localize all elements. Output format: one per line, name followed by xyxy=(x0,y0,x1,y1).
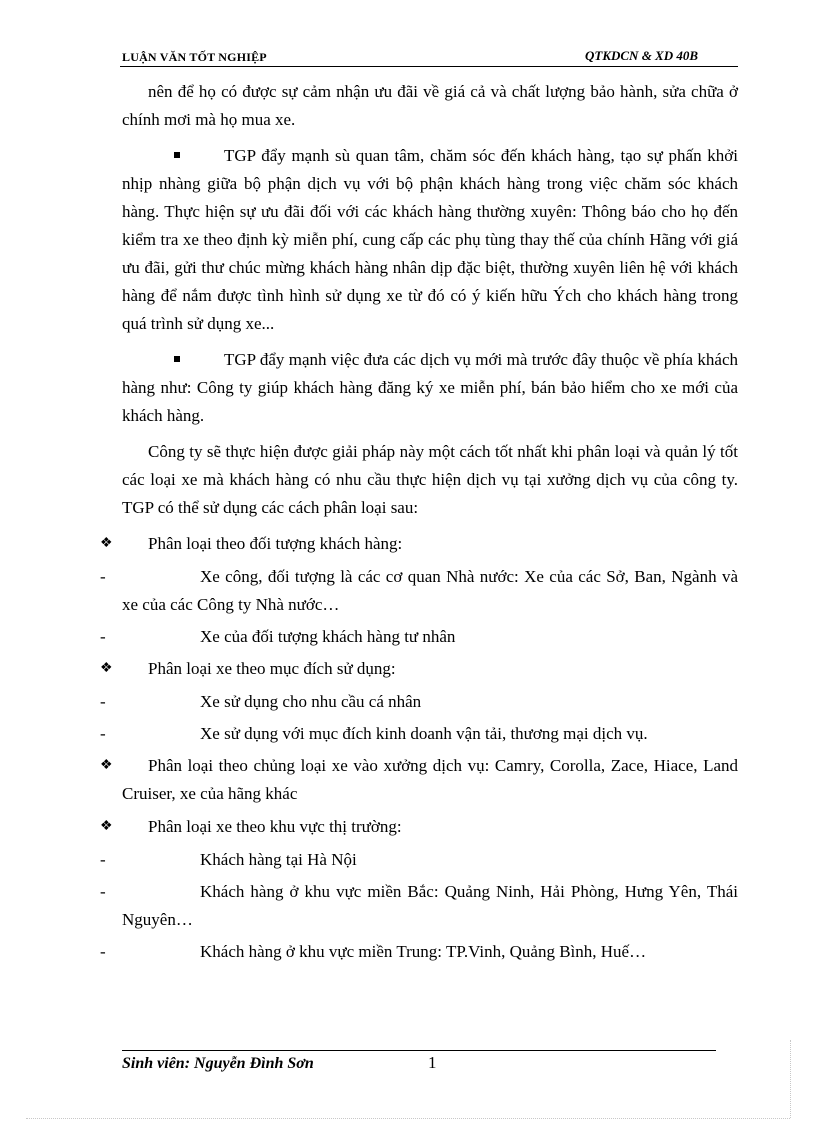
diamond-bullet-icon: ❖ xyxy=(100,758,113,773)
group-title: Phân loại theo đối tượng khách hàng: xyxy=(148,534,403,553)
dash-bullet: - xyxy=(100,627,106,646)
group-title: Phân loại theo chủng loại xe vào xưởng dịch vụ: Camry, Corolla, Zace, Hiace, Land Cruiser, xe của hãng khác xyxy=(122,756,738,803)
list-item xyxy=(100,938,738,966)
group-title: Phân loại xe theo mục đích sử dụng: xyxy=(148,659,396,678)
list-item-text: Xe sử dụng với mục đích kinh doanh vận tải, thương mại dịch vụ. xyxy=(200,724,648,743)
dash-bullet: - xyxy=(100,724,106,743)
square-bullet-icon xyxy=(174,346,224,374)
group-title: Phân loại xe theo khu vực thị trường: xyxy=(148,817,402,836)
list-item xyxy=(100,688,738,716)
dash-bullet: - xyxy=(100,692,106,711)
list-item xyxy=(100,563,738,619)
diamond-bullet-icon: ❖ xyxy=(100,819,113,834)
page-edge-guide xyxy=(26,1118,790,1119)
group-vehicle-model xyxy=(100,752,738,808)
footer-student-name: Sinh viên: Nguyễn Đình Sơn xyxy=(122,1055,314,1072)
list-item xyxy=(100,720,738,748)
dash-bullet: - xyxy=(100,882,106,901)
list-item xyxy=(100,623,738,651)
dash-bullet: - xyxy=(100,942,106,961)
header-rule xyxy=(120,66,738,67)
list-item xyxy=(100,878,738,934)
paragraph-intro: nên để họ có được sự cảm nhận ưu đãi về giá cả và chất lượng bảo hành, sửa chữa ở chính mơi mà họ mua xe. xyxy=(122,82,738,129)
square-bullet-icon xyxy=(174,142,224,170)
list-item-text: Khách hàng tại Hà Nội xyxy=(200,850,357,869)
bullet-text-services: TGP đẩy mạnh việc đưa các dịch vụ mới mà trước đây thuộc về phía khách hàng như: Công ty giúp khách hàng đăng ký xe miễn phí, bán bảo hiểm cho xe mới của khách hàng. xyxy=(122,350,738,425)
bullet-paragraph-services xyxy=(122,346,738,430)
bullet-paragraph-care xyxy=(122,142,738,338)
list-item-text: Xe sử dụng cho nhu cầu cá nhân xyxy=(200,692,422,711)
footer-rule xyxy=(122,1050,716,1051)
dash-bullet: - xyxy=(100,850,106,869)
list-item-text: Khách hàng ở khu vực miền Trung: TP.Vinh, Quảng Bình, Huế… xyxy=(200,942,647,961)
list-item-text: Khách hàng ở khu vực miền Bắc: Quảng Ninh, Hải Phòng, Hưng Yên, Thái Nguyên… xyxy=(122,882,738,929)
group-usage-purpose xyxy=(100,655,738,683)
diamond-bullet-icon: ❖ xyxy=(100,536,113,551)
group-market-region xyxy=(100,813,738,841)
diamond-bullet-icon: ❖ xyxy=(100,661,113,676)
list-item-text: Xe công, đối tượng là các cơ quan Nhà nước: Xe của các Sở, Ban, Ngành và xe của các Công ty Nhà nước… xyxy=(122,567,738,614)
page-edge-guide xyxy=(790,1040,791,1118)
header-left-title: LUẬN VĂN TỐT NGHIỆP xyxy=(122,50,267,64)
list-item xyxy=(100,846,738,874)
group-customer-type xyxy=(100,530,738,558)
paragraph-classification: Công ty sẽ thực hiện được giải pháp này một cách tốt nhất khi phân loại và quản lý tốt các loại xe mà khách hàng có nhu cầu thực hiện dịch vụ tại xưởng dịch vụ của công ty. TGP có thể sử dụng các cách phân loại sau: xyxy=(122,442,738,517)
document-body xyxy=(100,78,738,970)
list-item-text: Xe của đối tượng khách hàng tư nhân xyxy=(200,627,456,646)
page-number: 1 xyxy=(428,1053,437,1072)
bullet-text-care: TGP đẩy mạnh sù quan tâm, chăm sóc đến khách hàng, tạo sự phấn khởi nhịp nhàng giữa bộ phận dịch vụ với bộ phận khách hàng trong việc chăm sóc khách hàng. Thực hiện sự ưu đãi đối với các khách hàng thường xuyên: Thông báo cho họ đến kiểm tra xe theo định kỳ miễn phí, cung cấp các phụ tùng thay thế của chính Hãng với giá ưu đãi, gửi thư chúc mừng khách hàng nhân dịp đặc biệt, thường xuyên liên hệ với khách hàng để nắm được tình hình sử dụng xe từ đó có ý kiến hữu Ých cho khách hàng trong quá trình sử dụng xe... xyxy=(122,146,738,333)
header-right-code: QTKDCN & XD 40B xyxy=(585,48,699,63)
dash-bullet: - xyxy=(100,567,106,586)
